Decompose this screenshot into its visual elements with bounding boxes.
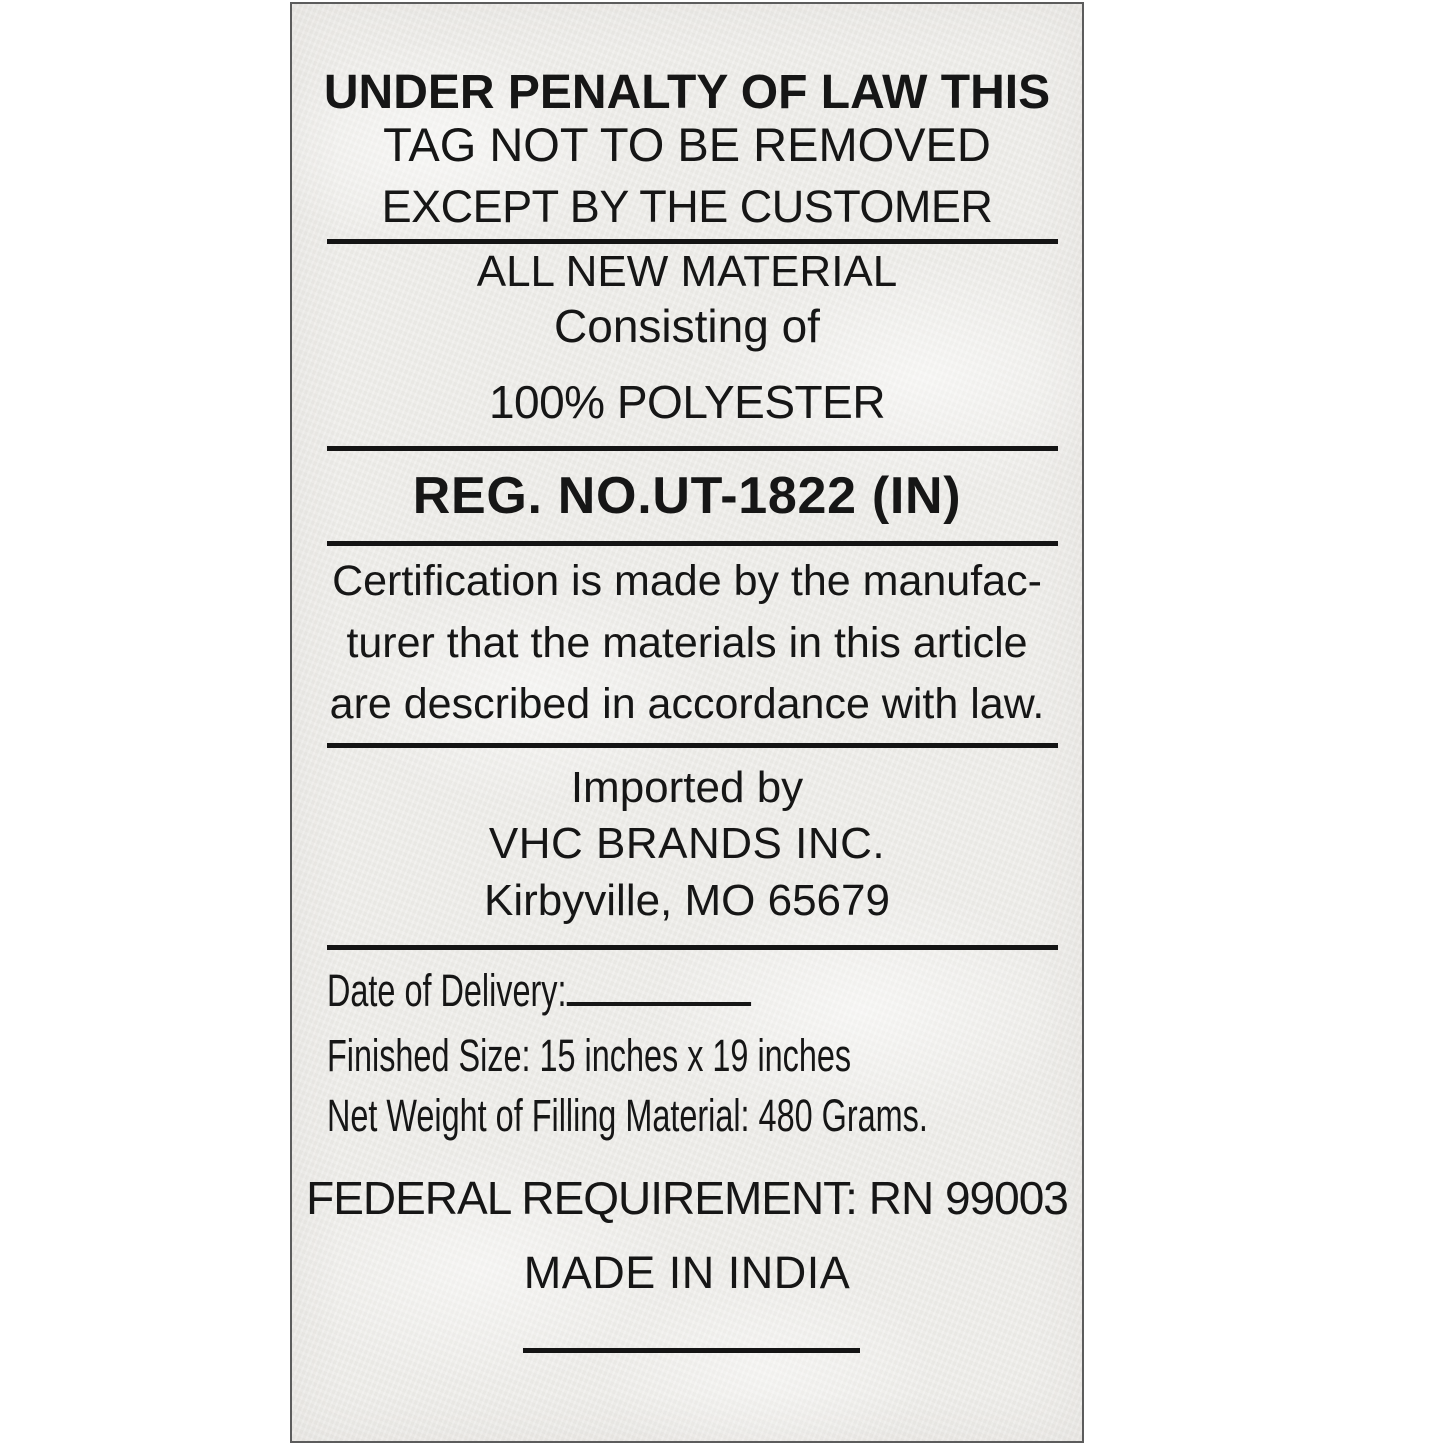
- made-in-line: MADE IN INDIA: [523, 1247, 851, 1298]
- separator-rule-2: [327, 446, 1058, 451]
- consisting-of-line: Consisting of: [554, 300, 820, 352]
- penalty-heading-line-2: TAG NOT TO BE REMOVED: [383, 118, 991, 171]
- separator-rule-4: [327, 743, 1058, 748]
- reg-number-line: REG. NO.UT-1822 (IN): [412, 467, 962, 525]
- penalty-heading-line-3: EXCEPT BY THE CUSTOMER: [381, 181, 993, 232]
- separator-rule-3: [327, 541, 1058, 546]
- importer-name-line: VHC BRANDS INC.: [488, 819, 886, 868]
- date-of-delivery-blank: [566, 972, 750, 1006]
- importer-address-line: Kirbyville, MO 65679: [484, 876, 890, 925]
- signature-rule: [523, 1348, 860, 1353]
- federal-requirement-line: FEDERAL REQUIREMENT: RN 99003: [306, 1172, 1068, 1224]
- certification-line-3: are described in accordance with law.: [329, 680, 1045, 728]
- certification-line-2: turer that the materials in this article: [346, 619, 1028, 667]
- date-of-delivery-label: Date of Delivery:: [327, 965, 567, 1016]
- separator-rule-1: [327, 239, 1058, 244]
- fiber-content-line: 100% POLYESTER: [488, 376, 886, 428]
- law-label: [290, 2, 1084, 1443]
- net-weight-line: Net Weight of Filling Material: 480 Grams.: [327, 1090, 928, 1141]
- penalty-heading-line-1: UNDER PENALTY OF LAW THIS: [323, 66, 1051, 119]
- imported-by-line: Imported by: [570, 763, 804, 812]
- date-of-delivery-line: [327, 965, 751, 1016]
- certification-line-1: Certification is made by the manufac-: [332, 557, 1042, 605]
- separator-rule-5: [327, 945, 1058, 950]
- all-new-material-line: ALL NEW MATERIAL: [476, 247, 898, 296]
- finished-size-line: Finished Size: 15 inches x 19 inches: [327, 1030, 852, 1081]
